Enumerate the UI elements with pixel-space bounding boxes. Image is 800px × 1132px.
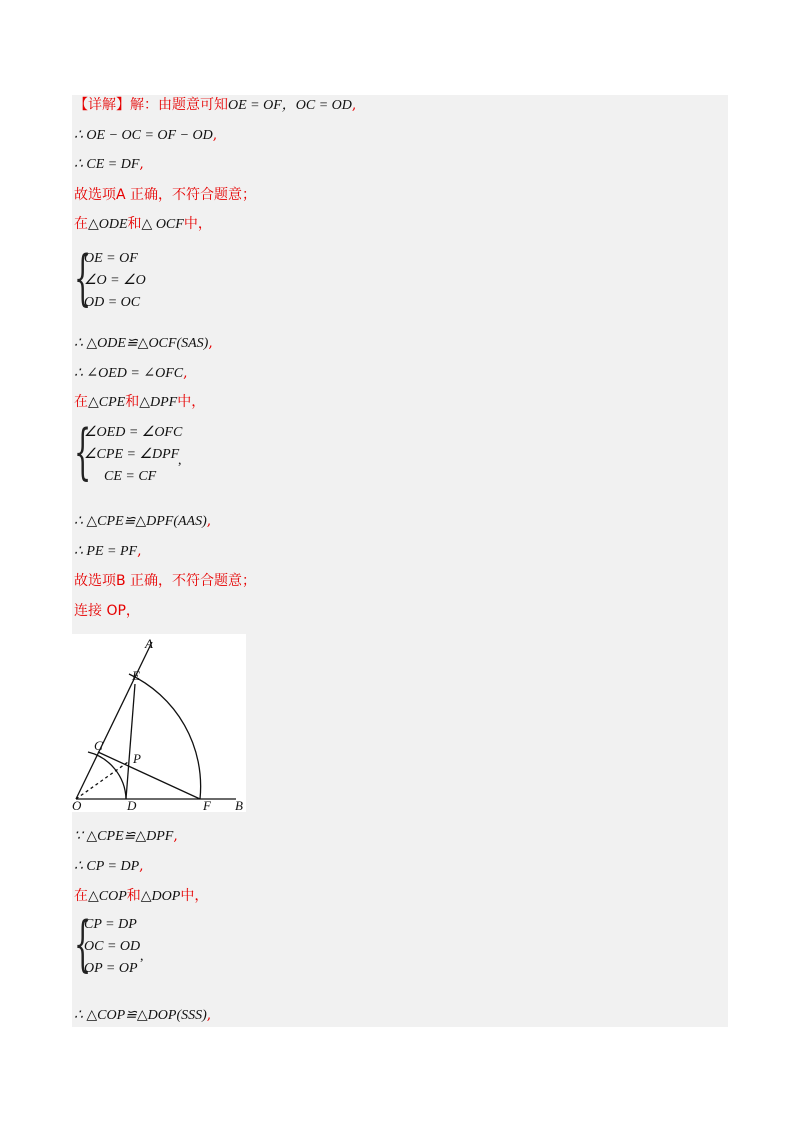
line-15	[74, 887, 208, 906]
geometry-figure	[72, 634, 246, 812]
system-row: ∠OED = ∠OFC	[84, 425, 183, 440]
comma: ,	[178, 453, 182, 468]
cp-dp: ∴ CP = DP	[74, 859, 140, 874]
line-6	[74, 334, 213, 353]
system-1	[74, 243, 194, 316]
triangle-cop: △COP	[88, 889, 127, 904]
congruence-sss: ∴ △COP≌△DOP(SSS)	[74, 1008, 207, 1023]
comma: ,	[212, 127, 218, 143]
comma: ,	[183, 365, 188, 381]
text-zai: 在	[74, 216, 88, 232]
system-row: OE = OF	[84, 251, 138, 266]
line-5	[74, 215, 212, 234]
segment-ed	[126, 684, 135, 799]
left-brace: {	[74, 243, 92, 313]
text-zhong: 中，	[183, 216, 212, 232]
conclusion-a: 故选项A 正确，不符合题意；	[74, 187, 257, 203]
left-brace: {	[74, 417, 92, 487]
line-9	[74, 512, 211, 531]
line-8	[74, 393, 205, 412]
geometry-diagram	[72, 634, 246, 812]
segment-cf	[98, 752, 200, 799]
label-d: D	[127, 798, 137, 812]
system-row: CE = CF	[104, 469, 157, 484]
text-zai: 在	[74, 394, 88, 410]
arc-ef	[129, 674, 201, 799]
text-zhong: 中，	[177, 394, 206, 410]
system-2	[74, 417, 214, 490]
text-he: 和	[127, 216, 142, 232]
pe-pf: ∴ PE = PF	[74, 544, 138, 559]
connect-op: 连接 OP，	[74, 603, 140, 619]
triangle-dop: △DOP	[140, 889, 181, 904]
math-given: OE = OF，OC = OD	[228, 98, 352, 113]
congruence-sas: ∴ △ODE≌△OCF(SAS)	[74, 336, 209, 351]
math-subtract: ∴ OE − OC = OF − OD	[74, 128, 213, 143]
angle-equality: ∴ ∠OED = ∠OFC	[74, 366, 184, 381]
system-row: OP = OP	[84, 961, 138, 976]
congruence-aas: ∴ △CPE≌△DPF(AAS)	[74, 514, 207, 529]
text-he: 和	[126, 888, 141, 904]
triangle-dpf: △DPF	[139, 395, 178, 410]
comma: ,	[208, 335, 213, 351]
line-1	[74, 96, 356, 115]
comma: ,	[351, 97, 357, 113]
detail-label: 【详解】解：由题意可知	[74, 97, 228, 113]
line-7	[74, 364, 188, 383]
math-ce-df: ∴ CE = DF	[74, 157, 140, 172]
line-13	[74, 827, 178, 846]
comma: ,	[139, 156, 144, 172]
comma: ,	[139, 858, 144, 874]
conclusion-b: 故选项B 正确，不符合题意；	[74, 573, 257, 589]
left-brace: {	[74, 909, 92, 979]
comma: ,	[206, 513, 212, 529]
label-a: A	[145, 636, 153, 651]
label-b: B	[235, 798, 243, 812]
label-p: P	[133, 751, 141, 766]
system-row: OD = OC	[84, 295, 141, 310]
comma: ,	[137, 543, 142, 559]
system-row: ∠O = ∠O	[84, 273, 146, 288]
line-14	[74, 857, 144, 876]
text-zai: 在	[74, 888, 88, 904]
arc-cd	[88, 752, 126, 799]
comma: ,	[140, 949, 144, 964]
system-row: CP = DP	[84, 917, 137, 932]
triangle-ode: △ODE	[88, 217, 128, 232]
comma: ,	[206, 1007, 212, 1023]
line-16	[74, 1006, 211, 1025]
label-o: O	[72, 798, 82, 812]
text-he: 和	[125, 394, 140, 410]
ray-oa	[76, 642, 152, 799]
line-3	[74, 155, 144, 174]
triangle-cpe: △CPE	[88, 395, 126, 410]
because-congruent: ∵ △CPE≌△DPF	[74, 829, 174, 844]
text-zhong: 中，	[180, 888, 209, 904]
line-2	[74, 126, 217, 145]
comma: ,	[173, 828, 178, 844]
label-f: F	[203, 798, 211, 812]
line-10	[74, 542, 142, 561]
segment-op	[76, 762, 128, 799]
system-row: OC = OD	[84, 939, 141, 954]
triangle-ocf: △ OCF	[141, 217, 184, 232]
label-c: C	[94, 738, 103, 753]
system-3	[74, 909, 194, 982]
label-e: E	[132, 668, 140, 683]
system-row: ∠CPE = ∠DPF	[84, 447, 180, 462]
